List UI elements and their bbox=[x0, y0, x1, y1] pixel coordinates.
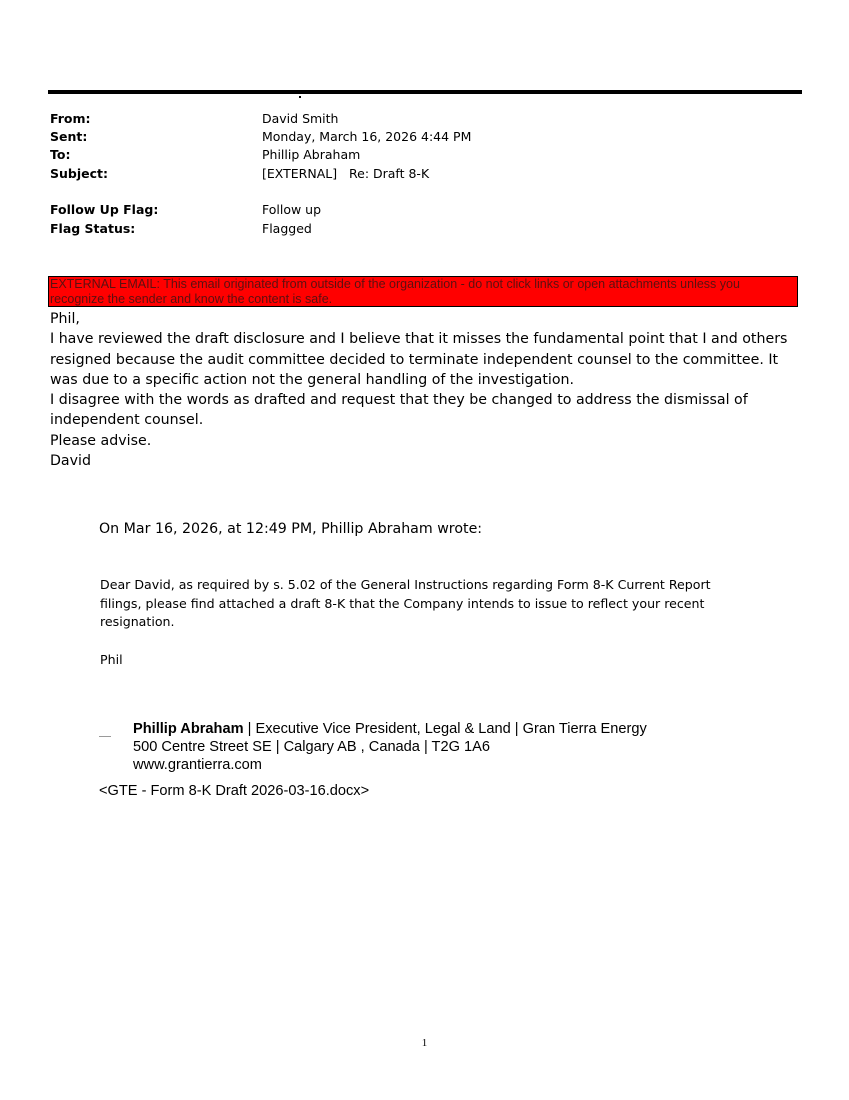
message-closing: Please advise. bbox=[50, 432, 152, 449]
greeting: Phil, bbox=[50, 311, 80, 327]
to-label: To: bbox=[50, 147, 71, 162]
message-signature: David bbox=[50, 453, 91, 470]
subject-label: Subject: bbox=[50, 166, 108, 181]
subject-value: [EXTERNAL] Re: Draft 8-K bbox=[262, 166, 430, 181]
from-label: From: bbox=[50, 111, 91, 126]
flag-status-label: Flag Status: bbox=[50, 221, 136, 236]
signature-name-line bbox=[133, 720, 647, 738]
quoted-sign-off: Phil bbox=[100, 652, 123, 667]
attachment-name[interactable]: <GTE - Form 8-K Draft 2026-03-16.docx> bbox=[99, 783, 370, 799]
signature-image-placeholder bbox=[99, 736, 111, 737]
sent-value: Monday, March 16, 2026 4:44 PM bbox=[262, 129, 472, 144]
quoted-body: Dear David, as required by s. 5.02 of the General Instructions regarding Form 8-K Current Report filings, please find attached a draft 8-K that the Company intends to issue to reflect your recent resignation. bbox=[100, 577, 711, 629]
quoted-intro: On Mar 16, 2026, at 12:49 PM, Phillip Abraham wrote: bbox=[99, 521, 483, 537]
signature-title: | Executive Vice President, Legal & Land | Gran Tierra Energy bbox=[243, 721, 647, 737]
follow-up-flag-label: Follow Up Flag: bbox=[50, 202, 159, 217]
signature-address: 500 Centre Street SE | Calgary AB , Canada | T2G 1A6 bbox=[133, 739, 490, 755]
follow-up-flag-value: Follow up bbox=[262, 202, 322, 217]
message-paragraph-2: I disagree with the words as drafted and request that they be changed to address the dismissal of independent counsel. bbox=[50, 392, 748, 429]
sent-label: Sent: bbox=[50, 129, 88, 144]
page-number: 1 bbox=[421, 1037, 428, 1049]
message-body bbox=[50, 309, 810, 471]
email-signature-block bbox=[133, 720, 647, 774]
external-email-banner: EXTERNAL EMAIL: This email originated from outside of the organization - do not click links or open attachments unless you recognize the sender and know the content is safe. bbox=[48, 276, 798, 307]
flag-status-value: Flagged bbox=[262, 221, 312, 236]
signature-name: Phillip Abraham bbox=[133, 721, 244, 737]
from-value: David Smith bbox=[262, 111, 339, 126]
message-paragraph-1: I have reviewed the draft disclosure and I believe that it misses the fundamental point that I and others resigned because the audit committee decided to terminate independent counsel to the committee. It was due to a specific action not the general handling of the investigation. bbox=[50, 331, 788, 388]
to-value: Phillip Abraham bbox=[262, 147, 361, 162]
stray-dot bbox=[299, 96, 301, 98]
signature-website: www.grantierra.com bbox=[133, 757, 262, 773]
header-divider bbox=[48, 90, 802, 94]
